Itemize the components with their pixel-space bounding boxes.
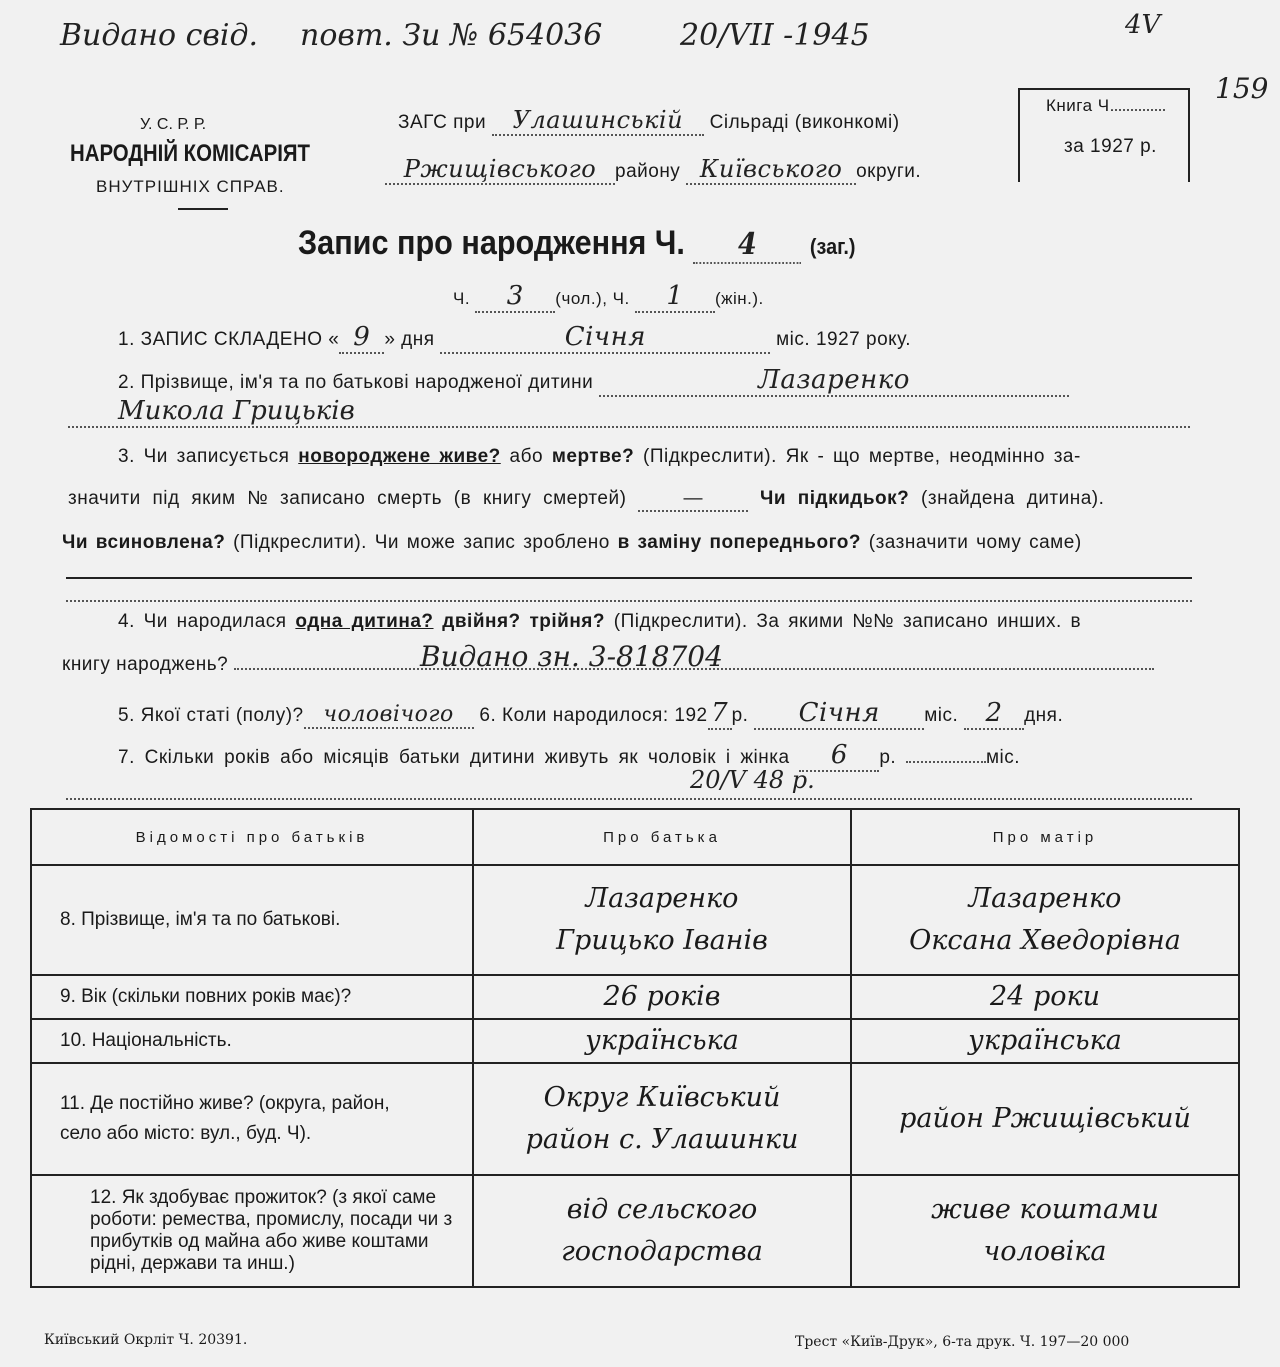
title-text: Запис про народження Ч. xyxy=(298,224,685,262)
mother-value: Лазаренко Оксана Хведорівна xyxy=(851,865,1239,975)
underline-rule xyxy=(66,577,1192,579)
row-label: 12. Як здобуває прожиток? (з якої саме роботи: ремества, промислу, посади чи з прибутків од майна або живе коштами рідні, держави та инш.) xyxy=(31,1175,473,1287)
item-4-line-1: 4. Чи народилася одна дитина? двійня? трійня? (Підкреслити). За якими №№ записано инших. в xyxy=(118,611,1082,632)
father-value: від сельского господарства xyxy=(473,1175,851,1287)
row-label: 9. Вік (скільки повних років має)? xyxy=(31,975,473,1019)
mother-value: район Ржищівський xyxy=(851,1063,1239,1175)
table-row xyxy=(31,1019,1239,1063)
district-line xyxy=(385,155,921,185)
item-5-6: 5. Якої статі (полу)? чоловічого 6. Коли народилося: 192 7 р. Січня міс. 2 дня. xyxy=(118,698,1064,728)
divider xyxy=(178,208,228,210)
record-month: Січня xyxy=(440,322,770,354)
row-label: 8. Прізвище, ім'я та по батькові. xyxy=(31,865,473,975)
row-label: 11. Де постійно живе? (округа, район, село або місто: вул., буд. Ч). xyxy=(31,1063,473,1175)
department-title: ВНУТРІШНІХ СПРАВ. xyxy=(96,177,285,196)
mother-value: українська xyxy=(851,1019,1239,1063)
item-3-line-2: значити під яким № записано смерть (в книгу смертей) — Чи підкидьок? (знайдена дитина). xyxy=(68,488,1104,512)
child-sex: чоловічого xyxy=(304,702,474,729)
mother-value: 24 роки xyxy=(851,975,1239,1019)
father-value: 26 років xyxy=(473,975,851,1019)
mother-value: живе коштами чоловіка xyxy=(851,1175,1239,1287)
dotted-line xyxy=(66,600,1192,602)
record-day: 9 xyxy=(339,322,384,354)
parents-table xyxy=(30,808,1240,1288)
corner-mark: 4V xyxy=(1125,10,1161,40)
count-line: Ч. 3 (чол.), Ч. 1 (жін.). xyxy=(453,281,764,311)
footer-left: Київський Окрліт Ч. 20391. xyxy=(44,1332,248,1348)
handwritten-note-number: повт. Зи № 654036 xyxy=(300,18,603,53)
item-3-line-3: Чи всиновлена? (Підкреслити). Чи може запис зроблено в заміну попереднього? (зазначити чому саме) xyxy=(62,532,1082,553)
record-title xyxy=(298,224,855,264)
state-label: У. С. Р. Р. xyxy=(140,116,207,133)
handwritten-issue-date: 20/V 48 р. xyxy=(690,766,815,794)
item-7: 7. Скільки років або місяців батьки дитини живуть як чоловік і жінка 6 р. міс. xyxy=(118,740,1021,770)
father-value: Округ Київський район с. Улашинки xyxy=(473,1063,851,1175)
birth-day: 2 xyxy=(964,698,1024,730)
child-name: Микола Грицьків xyxy=(118,396,355,426)
book-box xyxy=(1018,88,1190,182)
year-label: за 1927 р. xyxy=(1064,136,1157,157)
birth-month: Січня xyxy=(754,698,924,730)
council-label: Сільраді (виконкомі) xyxy=(709,112,900,133)
row-label: 10. Національність. xyxy=(31,1019,473,1063)
female-count: 1 xyxy=(635,281,715,313)
male-count: 3 xyxy=(475,281,555,313)
table-row xyxy=(31,1175,1239,1287)
handwritten-issue-note: Видано зн. 3-818704 xyxy=(420,640,723,673)
okrug-label: округи. xyxy=(856,161,922,182)
book-label: Книга Ч. xyxy=(1046,96,1165,116)
title-suffix: (заг.) xyxy=(809,234,856,259)
district-label: району xyxy=(615,161,681,182)
table-row xyxy=(31,975,1239,1019)
footer-right: Трест «Київ-Друк», 6-та друк. Ч. 197—20 000 xyxy=(795,1334,1130,1350)
zags-line xyxy=(398,106,900,136)
item-1: 1. ЗАПИС СКЛАДЕНО « 9 » дня Січня міс. 1927 року. xyxy=(118,322,912,352)
page-number: 159 xyxy=(1215,72,1269,105)
married-years: 6 xyxy=(799,740,879,772)
table-header xyxy=(31,809,1239,865)
record-number: 4 xyxy=(693,227,801,264)
handwritten-note-issued: Видано свід. xyxy=(60,18,259,53)
table-row xyxy=(31,865,1239,975)
zags-label: ЗАГС при xyxy=(398,112,487,133)
table-row xyxy=(31,1063,1239,1175)
item-4-line-2: книгу народжень? xyxy=(62,654,1154,676)
district-value: Ржищівського xyxy=(385,155,615,185)
okrug-value: Київського xyxy=(686,155,856,185)
dotted-line xyxy=(66,798,1192,800)
father-value: українська xyxy=(473,1019,851,1063)
header-mother: Про матір xyxy=(851,809,1239,865)
birth-year: 7 xyxy=(708,698,732,730)
item-2: 2. Прізвище, ім'я та по батькові народженої дитини Лазаренко xyxy=(118,365,1069,397)
commissariat-title: НАРОДНІЙ КОМІСАРІЯТ xyxy=(70,140,311,167)
item-3-line-1: 3. Чи записується новороджене живе? або мертве? (Підкреслити). Як - що мертве, неодмінно за- xyxy=(118,446,1081,467)
child-name-line xyxy=(68,396,1190,428)
header-parents: Відомості про батьків xyxy=(31,809,473,865)
handwritten-note-date: 20/VII -1945 xyxy=(680,18,870,53)
header-father: Про батька xyxy=(473,809,851,865)
father-value: Лазаренко Грицько Іванів xyxy=(473,865,851,975)
zags-value: Улашинській xyxy=(492,106,704,136)
child-surname: Лазаренко xyxy=(599,365,1069,397)
